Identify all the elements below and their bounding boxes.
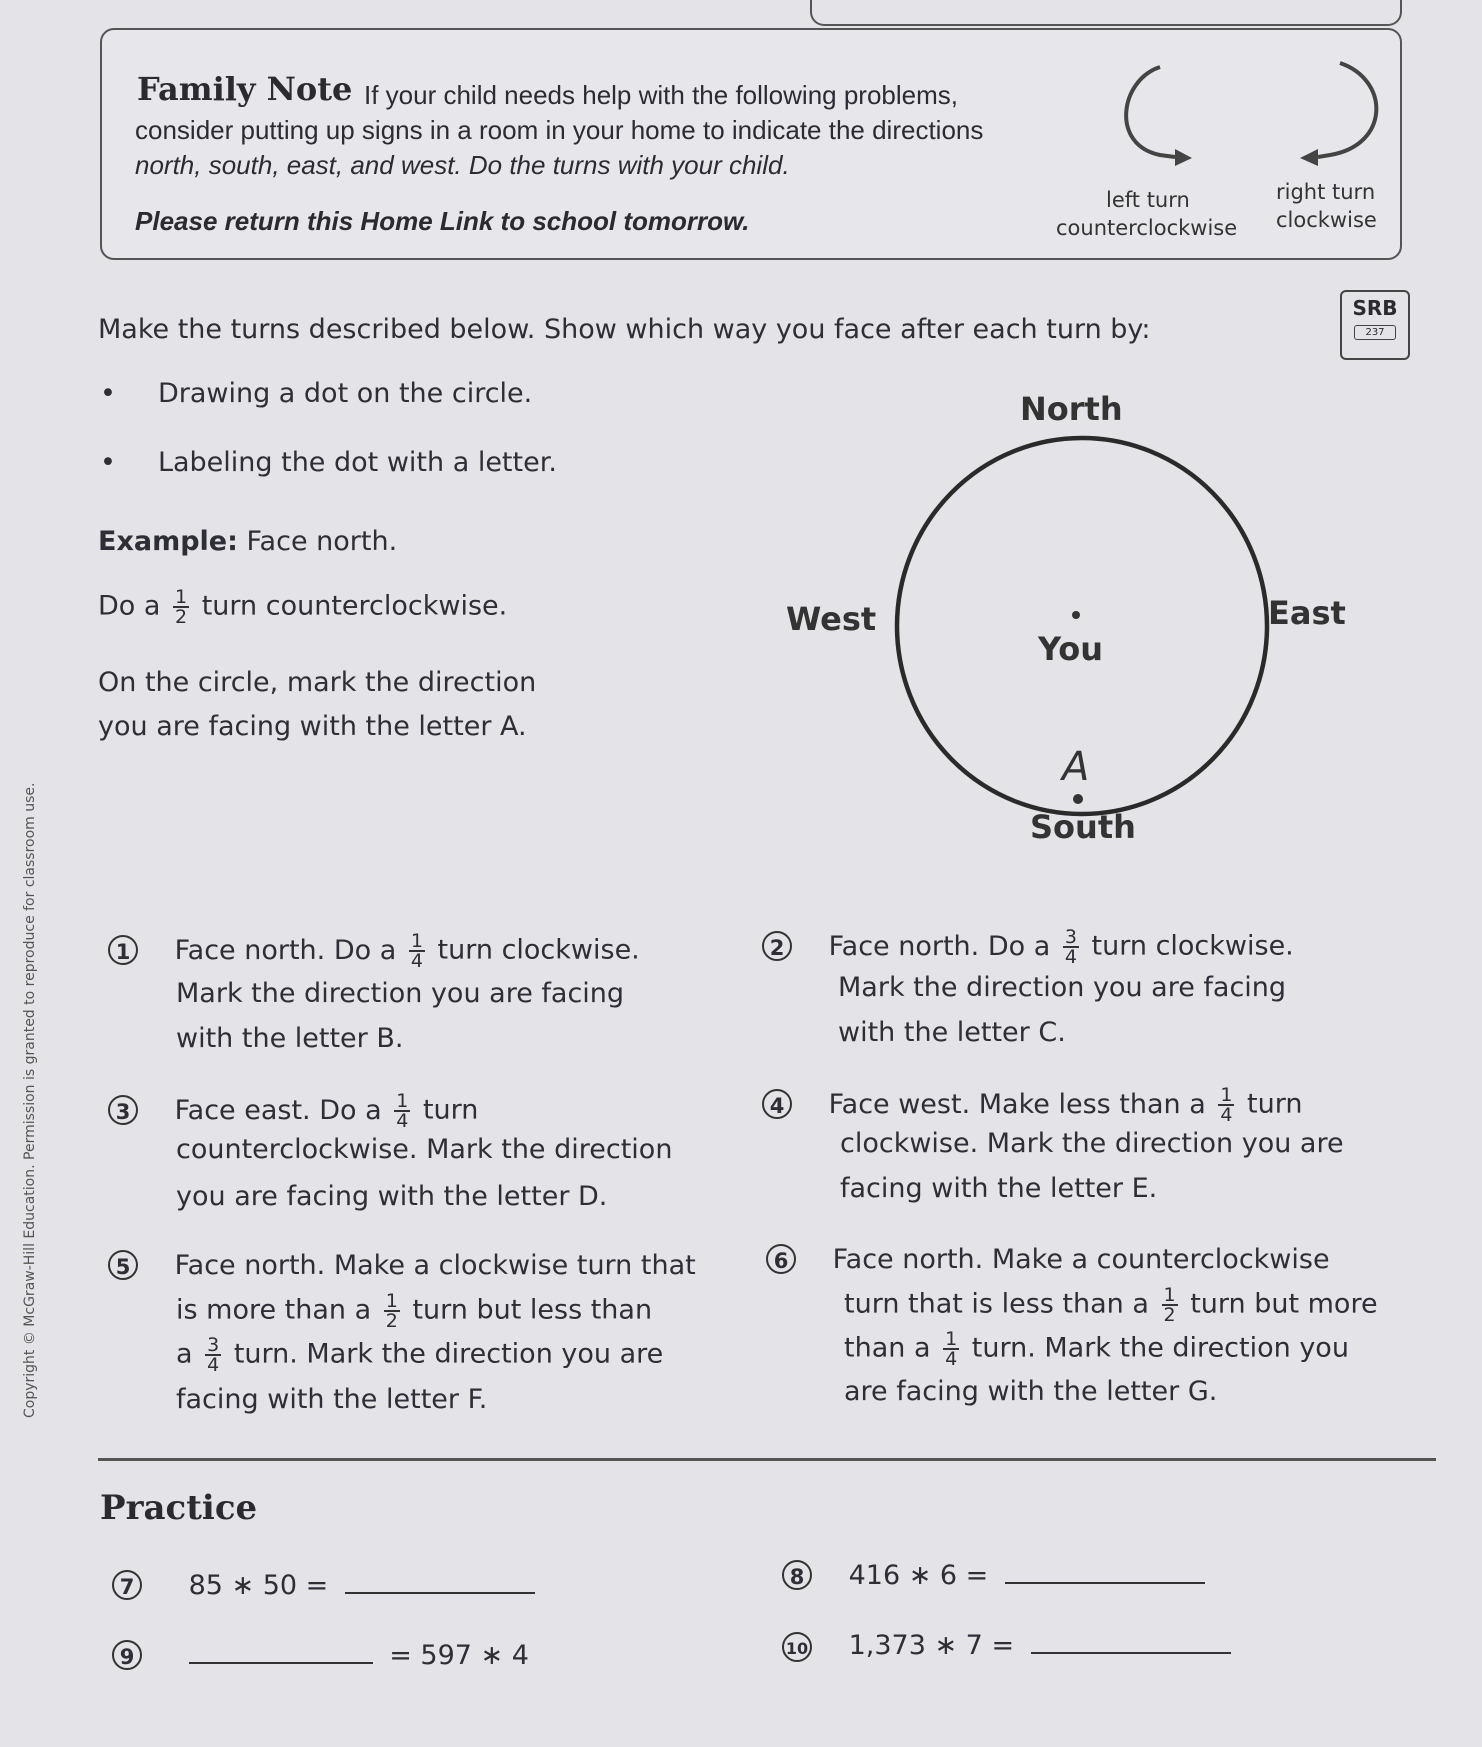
problem-3-number: 3	[108, 1095, 138, 1125]
frac-den: 4	[396, 1110, 409, 1132]
example-fraction	[173, 588, 189, 626]
problem-4-line1b: turn	[1247, 1088, 1303, 1120]
frac-num: 3	[207, 1334, 220, 1356]
practice-title: Practice	[100, 1488, 258, 1528]
problem-2-line3: with the letter C.	[838, 1017, 1066, 1048]
frac-num: 1	[385, 1290, 398, 1312]
compass-mark-a: A	[1062, 744, 1090, 790]
problem-6-line3a: than a	[844, 1332, 931, 1364]
frac-num: 1	[175, 586, 188, 608]
left-turn-label: left turn	[1106, 188, 1190, 212]
problem-4-line1a: Face west. Make less than a	[828, 1088, 1206, 1120]
problem-5-number: 5	[108, 1250, 138, 1280]
problem-2-fraction	[1063, 928, 1079, 966]
practice-9-number: 9	[112, 1640, 142, 1670]
problem-5-fraction-2	[205, 1336, 221, 1374]
problem-5-line3b: turn. Mark the direction you are	[233, 1338, 664, 1370]
bullet-2: • Labeling the dot with a letter.	[100, 447, 557, 478]
compass-north: North	[1020, 390, 1123, 428]
practice-item-9	[112, 1638, 529, 1671]
practice-10-expr: 1,373 ∗ 7 =	[848, 1630, 1015, 1661]
example-line2	[98, 588, 507, 626]
practice-10-number: 10	[782, 1632, 812, 1662]
practice-8-answer-blank[interactable]	[1005, 1558, 1205, 1584]
practice-8-expr: 416 ∗ 6 =	[848, 1560, 989, 1591]
problem-4-line2: clockwise. Mark the direction you are	[840, 1128, 1344, 1159]
problem-6-line3	[844, 1330, 1349, 1368]
compass-you: You	[1038, 630, 1103, 668]
frac-num: 1	[945, 1328, 958, 1350]
problem-6-line1: Face north. Make a counterclockwise	[832, 1244, 1330, 1275]
family-note-line1: If your child needs help with the following problems,	[364, 80, 958, 110]
frac-den: 4	[1064, 946, 1077, 968]
frac-num: 1	[396, 1090, 409, 1112]
compass-east: East	[1268, 594, 1346, 632]
example-line1	[98, 526, 397, 557]
problem-5-line2b: turn but less than	[412, 1294, 653, 1326]
frac-den: 4	[207, 1354, 220, 1376]
frac-den: 2	[385, 1310, 398, 1332]
problem-5-line4: facing with the letter F.	[176, 1384, 488, 1415]
problem-6-line2	[844, 1286, 1378, 1324]
instructions-intro: Make the turns described below. Show which way you face after each turn by:	[98, 314, 1151, 345]
example-label: Example:	[98, 526, 238, 557]
problem-5-line1: Face north. Make a clockwise turn that	[174, 1250, 696, 1281]
problem-4-line3: facing with the letter E.	[840, 1173, 1158, 1204]
problem-1	[108, 932, 640, 970]
problem-6-line2a: turn that is less than a	[844, 1288, 1149, 1320]
problem-3-line1b: turn	[422, 1094, 479, 1126]
compass-west: West	[786, 600, 877, 638]
frac-den: 2	[175, 606, 188, 628]
problem-5	[108, 1250, 696, 1281]
problem-2	[762, 928, 1294, 966]
practice-10-answer-blank[interactable]	[1031, 1628, 1231, 1654]
bullet-2-text: Labeling the dot with a letter.	[157, 447, 557, 478]
problem-5-fraction-1	[384, 1292, 400, 1330]
problem-2-number: 2	[762, 931, 792, 961]
family-note-line3: north, south, east, and west. Do the turns with your child.	[135, 150, 790, 180]
example-line2-a: Do a	[98, 590, 161, 622]
bullet-1: • Drawing a dot on the circle.	[100, 378, 533, 409]
problem-3-fraction	[394, 1092, 410, 1130]
problem-4-number: 4	[762, 1089, 792, 1119]
practice-7-answer-blank[interactable]	[345, 1568, 535, 1594]
example-line3: On the circle, mark the direction	[98, 667, 537, 698]
problem-5-line3	[176, 1336, 663, 1374]
practice-8-number: 8	[782, 1560, 812, 1590]
problem-2-line1b: turn clockwise.	[1091, 930, 1294, 962]
problem-6-fraction-2	[943, 1330, 959, 1368]
frac-num: 3	[1064, 926, 1077, 948]
problem-6-line2b: turn but more	[1190, 1288, 1378, 1320]
family-note-return: Please return this Home Link to school tomorrow.	[135, 206, 750, 236]
frac-den: 4	[1220, 1104, 1233, 1126]
problem-6-fraction-1	[1162, 1286, 1178, 1324]
problem-6-line4: are facing with the letter G.	[844, 1376, 1218, 1407]
frac-num: 1	[410, 930, 423, 952]
problem-6-number: 6	[766, 1244, 796, 1274]
problem-4-fraction	[1218, 1086, 1234, 1124]
frac-den: 4	[410, 950, 423, 972]
practice-9-answer-blank[interactable]	[189, 1638, 373, 1664]
frac-den: 4	[945, 1348, 958, 1370]
problem-1-line2: Mark the direction you are facing	[176, 978, 625, 1009]
frac-den: 2	[1163, 1304, 1176, 1326]
problem-3-line2: counterclockwise. Mark the direction	[176, 1134, 673, 1165]
srb-label: SRB	[1352, 296, 1398, 320]
problem-5-line2	[176, 1292, 652, 1330]
problem-1-number: 1	[108, 935, 138, 965]
frac-num: 1	[1163, 1284, 1176, 1306]
problem-4	[762, 1086, 1302, 1124]
problem-1-fraction	[409, 932, 425, 970]
problem-3-line3: you are facing with the letter D.	[176, 1181, 608, 1212]
srb-page: 237	[1354, 325, 1395, 340]
practice-9-expr: = 597 ∗ 4	[389, 1640, 529, 1671]
practice-item-8	[782, 1558, 1205, 1591]
frac-num: 1	[1220, 1084, 1233, 1106]
practice-7-expr: 85 ∗ 50 =	[188, 1570, 329, 1601]
problem-2-line2: Mark the direction you are facing	[838, 972, 1287, 1003]
family-note-line2: consider putting up signs in a room in your home to indicate the directions	[135, 115, 984, 145]
example-line2-b: turn counterclockwise.	[201, 590, 508, 622]
problem-3-line1a: Face east. Do a	[174, 1094, 382, 1126]
example-text1: Face north.	[246, 526, 398, 557]
clockwise-label: clockwise	[1276, 208, 1377, 232]
practice-item-10	[782, 1628, 1231, 1662]
bullet-1-text: Drawing a dot on the circle.	[157, 378, 533, 409]
problem-6	[766, 1244, 1330, 1275]
problem-1-line1a: Face north. Do a	[174, 934, 397, 966]
problem-3	[108, 1092, 478, 1130]
practice-item-7	[112, 1568, 535, 1601]
problem-1-line3: with the letter B.	[176, 1023, 404, 1054]
practice-7-number: 7	[112, 1570, 142, 1600]
page-top-tab	[810, 0, 1402, 26]
counterclockwise-label: counterclockwise	[1056, 216, 1238, 240]
example-line4: you are facing with the letter A.	[98, 711, 527, 742]
family-note-title: Family Note	[137, 70, 353, 108]
problem-1-line1b: turn clockwise.	[437, 934, 640, 966]
problem-5-line2a: is more than a	[176, 1294, 372, 1326]
srb-reference-badge	[1340, 290, 1410, 360]
problem-2-line1a: Face north. Do a	[828, 930, 1051, 962]
compass-south: South	[1030, 808, 1136, 846]
copyright-notice: Copyright © McGraw-Hill Education. Permission is granted to reproduce for classroom use.	[22, 782, 38, 1418]
problem-6-line3b: turn. Mark the direction you	[971, 1332, 1349, 1364]
section-divider	[98, 1458, 1436, 1461]
problem-5-line3a: a	[176, 1338, 193, 1370]
turn-arrows-icon	[1100, 55, 1400, 185]
right-turn-label: right turn	[1276, 180, 1376, 204]
